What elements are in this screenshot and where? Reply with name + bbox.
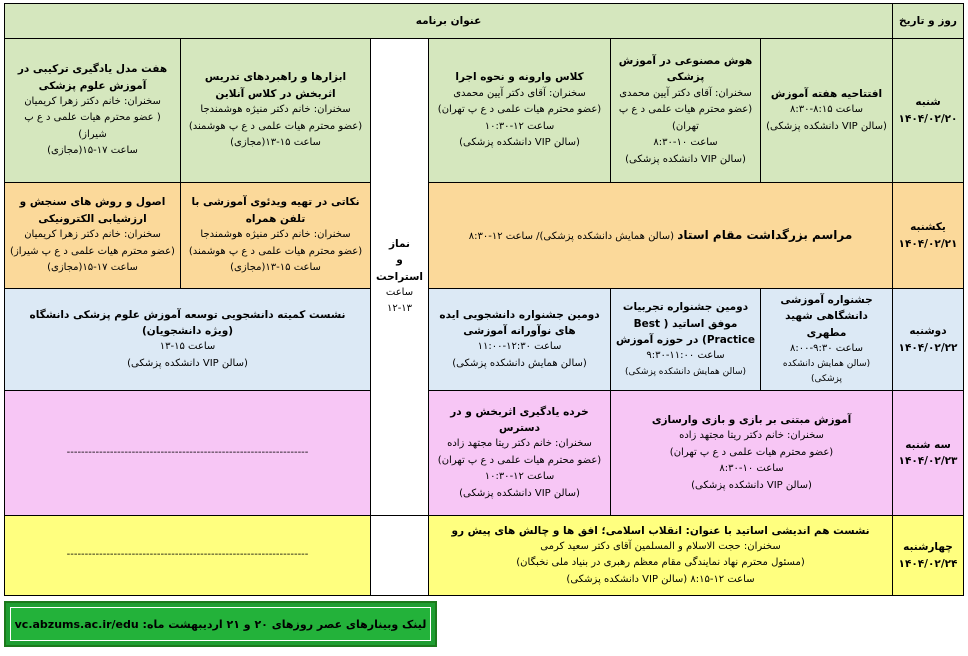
session-mon-student-committee	[4, 288, 371, 391]
day-cell-monday	[892, 288, 964, 391]
day-date: ۱۴۰۴/۰۲/۲۰	[898, 112, 958, 125]
session-affiliation: (عضو محترم هیات علمی د ع پ هوشمند)	[188, 245, 363, 257]
break-time-label: ساعت	[385, 286, 414, 298]
session-speaker: سخنران: خانم دکتر زهرا کریمیان	[24, 229, 161, 241]
session-mon-best-practice	[610, 288, 761, 391]
session-venue: (سالن VIP دانشکده پزشکی)	[459, 487, 580, 499]
session-wed-empty	[4, 515, 371, 596]
session-tue-empty	[4, 390, 371, 516]
session-affiliation: (عضو محترم هیات علمی د ع پ تهران)	[437, 454, 602, 466]
empty-placeholder: -------------------------------------------------------------------	[66, 446, 309, 458]
session-time: ساعت ۱۵-۱۳	[159, 341, 216, 353]
session-line	[469, 226, 853, 246]
session-title: نشست هم اندیشی اساتید با عنوان: انقلاب اسلامی؛ افق ها و چالش های پیش رو	[451, 524, 870, 537]
session-speaker: سخنران: خانم دکتر زهرا کریمیان	[24, 95, 161, 107]
session-title: افتتاحیه هفته آموزش	[770, 87, 883, 100]
session-mon-student-ideas	[428, 288, 611, 391]
session-speaker: سخنران: آقای دکتر آیین محمدی	[453, 87, 586, 99]
day-name: سه شنبه	[905, 438, 951, 451]
break-prayer: نماز	[389, 238, 410, 251]
day-cell-sunday	[892, 182, 964, 289]
webinar-link-text[interactable]: لینک وبینارهای عصر روزهای ۲۰ و ۲۱ اردیبهشت ماه: vc.abzums.ac.ir/edu	[14, 617, 427, 631]
session-speaker: سخنران: حجت الاسلام و المسلمین آقای دکتر سعید کرمی	[540, 540, 781, 552]
session-time: ساعت ۹:۳۰-۸:۰۰	[790, 342, 863, 354]
session-affiliation: (عضو محترم هیات علمی د ع پ تهران)	[618, 104, 753, 132]
session-sun-mobile-video	[180, 182, 371, 289]
session-time: ساعت ۱۲-۱۰:۳۰	[484, 120, 555, 132]
session-title: کلاس وارونه و نحوه اجرا	[455, 71, 584, 84]
session-time: ساعت ۱۷-۱۵(مجازی)	[47, 145, 138, 157]
session-time: ساعت ۱۵-۱۳(مجازی)	[230, 262, 321, 274]
session-sat-opening	[760, 38, 893, 183]
session-title: آموزش مبتنی بر بازی و بازی وارسازی	[651, 413, 852, 426]
session-speaker: سخنران: خانم دکتر منیژه هوشمندجا	[200, 104, 351, 116]
session-speaker: سخنران: خانم دکتر منیژه هوشمندجا	[200, 229, 351, 241]
session-time: ساعت ۱۲-۱۰:۳۰	[484, 471, 555, 483]
session-affiliation: (عضو محترم هیات علمی د ع پ شیراز)	[10, 245, 175, 257]
day-date: ۱۴۰۴/۰۲/۲۳	[898, 455, 958, 467]
session-title: خرده یادگیری اثربخش و در دسترس	[450, 405, 589, 434]
session-title: نکاتی در تهیه ویدئوی آموزشی با تلفن همراه	[191, 196, 360, 225]
session-sat-ai	[610, 38, 761, 183]
day-date: ۱۴۰۴/۰۲/۲۲	[898, 341, 958, 354]
session-venue-time: (سالن همایش دانشکده پزشکی)/ ساعت ۱۲-۸:۳۰	[468, 230, 678, 242]
header-day-date-label: روز و تاریخ	[899, 14, 957, 27]
webinar-link-inner	[10, 607, 431, 641]
session-affiliation: (عضو محترم هیات علمی د ع پ هوشمند)	[188, 120, 363, 132]
session-sun-teacher-ceremony	[428, 182, 893, 289]
header-program-title	[4, 3, 893, 39]
session-affiliation: ( عضو محترم هیات علمی د ع پ شیراز)	[24, 112, 161, 140]
session-affiliation: (عضو محترم هیات علمی د ع پ تهران)	[437, 104, 602, 116]
wed-break-cell	[370, 515, 429, 596]
session-venue: (سالن همایش دانشکده پزشکی)	[452, 357, 587, 369]
session-title: ابزارها و راهبردهای تدریس اثربخش در کلاس آنلاین	[204, 71, 347, 100]
session-time: ساعت ۱۲:۳۰-۱۱:۰۰	[477, 341, 562, 353]
day-name: دوشنبه	[909, 325, 947, 338]
session-venue: (سالن VIP دانشکده پزشکی)	[691, 479, 812, 491]
session-speaker: سخنران: آقای دکتر آیین محمدی	[619, 87, 752, 99]
session-time: ساعت ۱۲-۸:۱۵ (سالن VIP دانشکده پزشکی)	[566, 573, 755, 585]
session-time: ساعت ۱۱:۰۰-۹:۳۰	[646, 350, 725, 362]
day-cell-tuesday	[892, 390, 964, 516]
session-subtitle: (ویژه دانشجویان)	[141, 325, 234, 337]
session-sat-flipped	[428, 38, 611, 183]
break-time: ۱۲-۱۳	[386, 303, 413, 315]
day-name: چهارشنبه	[903, 541, 953, 554]
day-cell-saturday	[892, 38, 964, 183]
session-title: هفت مدل یادگیری ترکیبی در آموزش علوم پزشکی	[17, 63, 168, 92]
session-venue: (سالن VIP دانشکده پزشکی)	[766, 120, 887, 132]
webinar-link-box	[4, 601, 437, 647]
session-time: ساعت ۱۰-۸:۳۰	[719, 463, 784, 475]
break-and: و	[396, 254, 403, 267]
header-day-date	[892, 3, 964, 39]
session-sat-blended	[4, 38, 181, 183]
session-sun-e-assessment	[4, 182, 181, 289]
session-speaker: سخنران: خانم دکتر ریتا مجتهد زاده	[447, 438, 592, 450]
session-title: جشنواره آموزشی دانشگاهی شهید مطهری	[780, 294, 873, 339]
day-cell-wednesday	[892, 515, 964, 596]
session-title: دومین جشنواره تجربیات موفق اساتید ( Best Practice) در حوزه آموزش	[616, 301, 755, 346]
session-venue: (سالن VIP دانشکده پزشکی)	[459, 137, 580, 149]
empty-placeholder: -------------------------------------------------------------------	[66, 549, 309, 561]
session-venue: (سالن VIP دانشکده پزشکی)	[127, 357, 248, 369]
day-name: شنبه	[915, 96, 941, 109]
session-wed-islamic-revolution	[428, 515, 893, 596]
session-time: ساعت ۱۷-۱۵(مجازی)	[47, 262, 138, 274]
session-tue-microlearning	[428, 390, 611, 516]
break-rest: استراحت	[375, 270, 424, 283]
session-title: نشست کمیته دانشجویی توسعه آموزش علوم پزشکی دانشگاه	[29, 308, 346, 321]
day-date: ۱۴۰۴/۰۲/۲۱	[898, 237, 958, 250]
session-venue: (سالن VIP دانشکده پزشکی)	[625, 153, 746, 165]
session-title: هوش مصنوعی در آموزش پزشکی	[618, 54, 753, 84]
session-mon-motahari	[760, 288, 893, 391]
session-affiliation: (مسئول محترم نهاد نمایندگی مقام معظم رهبری در بنیاد ملی نخبگان)	[516, 557, 805, 569]
session-title: مراسم بزرگداشت مقام استاد	[677, 227, 853, 242]
header-program-title-label: عنوان برنامه	[415, 14, 482, 27]
session-speaker: سخنران: خانم دکتر ریتا مجتهد زاده	[679, 430, 824, 442]
day-date: ۱۴۰۴/۰۲/۲۴	[898, 557, 958, 570]
session-venue: (سالن همایش دانشکده پزشکی)	[782, 359, 871, 385]
session-tue-gamification	[610, 390, 893, 516]
session-title: اصول و روش های سنجش و ارزشیابی الکترونیکی	[19, 196, 166, 225]
session-title: دومین جشنواره دانشجویی ایده های نوآورانه آموزشی	[439, 308, 600, 337]
session-venue: (سالن همایش دانشکده پزشکی)	[624, 366, 747, 377]
session-affiliation: (عضو محترم هیات علمی د ع پ تهران)	[669, 446, 834, 458]
session-time: ساعت ۱۵-۱۳(مجازی)	[230, 137, 321, 149]
session-time: ساعت ۸:۱۵-۸:۳۰	[790, 104, 863, 116]
break-column	[370, 38, 429, 516]
session-sat-online-tools	[180, 38, 371, 183]
day-name: یکشنبه	[910, 221, 946, 234]
session-time: ساعت ۱۰-۸:۳۰	[653, 137, 718, 149]
